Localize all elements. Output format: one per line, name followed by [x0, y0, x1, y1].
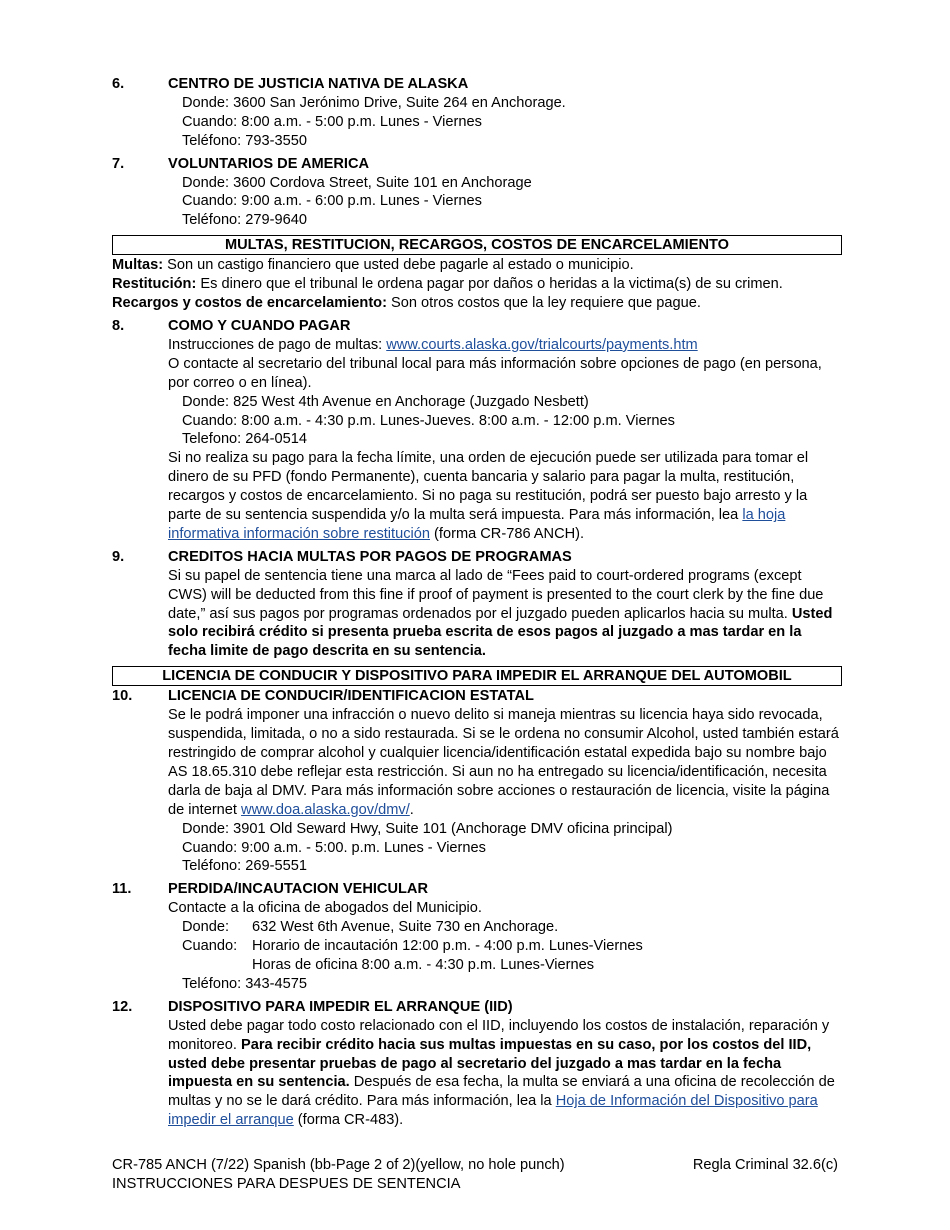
- item-location: Donde: 3600 Cordova Street, Suite 101 en Anchorage: [182, 174, 532, 191]
- definition-restitucion: Restitución: Es dinero que el tribunal le ordena pagar por daños o heridas a la victima(s) de su crimen.: [112, 276, 783, 293]
- item-title: DISPOSITIVO PARA IMPEDIR EL ARRANQUE (IID): [168, 998, 513, 1015]
- item-number: 10.: [112, 688, 133, 705]
- document-body: [112, 75, 842, 1134]
- item-location: Donde: 3901 Old Seward Hwy, Suite 101 (Anchorage DMV oficina principal): [182, 820, 673, 837]
- item-hours: Cuando: Horario de incautación 12:00 p.m. - 4:00 p.m. Lunes-Viernes Horas de oficina 8:00 a.m. - 4:30 p.m. Lunes-Viernes: [182, 938, 643, 973]
- footer-title: INSTRUCCIONES PARA DESPUES DE SENTENCIA: [112, 1176, 461, 1192]
- definition-recargos: Recargos y costos de encarcelamiento: Son otros costos que la ley requiere que pague.: [112, 295, 701, 312]
- payment-instructions: Instrucciones de pago de multas: www.courts.alaska.gov/trialcourts/payments.htm: [168, 336, 698, 353]
- item-phone: Teléfono: 269-5551: [182, 858, 307, 875]
- item-number: 12.: [112, 998, 133, 1015]
- item-8: [112, 317, 842, 544]
- item-paragraph: Si su papel de sentencia tiene una marca al lado de “Fees paid to court-ordered programs (except CWS) will be deducted from this fine if proof of payment is presented to the court clerk by the fine due date,” así sus pagos por programas ordenados por el juzgado pueden aplicarlos hacia su multa. Usted solo recibirá crédito si presenta prueba escrita de esos pagos al juzgado a mas tardar en la fecha limite de pago descrita en su sentencia.: [168, 567, 833, 660]
- item-11: [112, 880, 842, 993]
- section-heading-license: LICENCIA DE CONDUCIR Y DISPOSITIVO PARA IMPEDIR EL ARRANQUE DEL AUTOMOBIL: [112, 666, 842, 686]
- item-9: [112, 548, 842, 661]
- restitution-info-link[interactable]: la hoja informativa información sobre restitución: [168, 507, 786, 542]
- item-location: Donde: 825 West 4th Avenue en Anchorage (Juzgado Nesbett): [182, 393, 589, 410]
- definition-multas: Multas: Son un castigo financiero que usted debe pagarle al estado o municipio.: [112, 257, 634, 274]
- item-number: 8.: [112, 317, 125, 334]
- item-paragraph: Usted debe pagar todo costo relacionado con el IID, incluyendo los costos de instalación, reparación y monitoreo. Para recibir crédito hacia sus multas impuestas en su caso, por los costos del IID, usted debe presentar pruebas de pago al secretario del juzgado a mas tardar en la fecha impuesta en su sentencia. Después de esa fecha, la multa se enviará a una oficina de recolección de multas y no se le dará crédito. Para más información, lea la Hoja de Información del Dispositivo para impedir el arranque (forma CR-483).: [168, 1017, 835, 1129]
- item-number: 9.: [112, 548, 125, 565]
- item-10: [112, 687, 842, 876]
- item-title: CREDITOS HACIA MULTAS POR PAGOS DE PROGRAMAS: [168, 548, 572, 565]
- item-phone: Telefono: 264-0514: [182, 431, 307, 448]
- item-hours: Cuando: 8:00 a.m. - 4:30 p.m. Lunes-Jueves. 8:00 a.m. - 12:00 p.m. Viernes: [182, 412, 675, 429]
- item-contact: Contacte a la oficina de abogados del Municipio.: [168, 900, 482, 917]
- item-location: Donde: 3600 San Jerónimo Drive, Suite 264 en Anchorage.: [182, 94, 566, 111]
- item-hours: Cuando: 8:00 a.m. - 5:00 p.m. Lunes - Viernes: [182, 113, 482, 130]
- item-paragraph: Se le podrá imponer una infracción o nuevo delito si maneja mientras su licencia haya sido revocada, suspendida, limitada, o no a sido restaurada. Si se le ordena no consumir Alcohol, usted también estará restringido de comprar alcohol y cualquier licencia/identificación estatal expedida bajo su nombre bajo AS 18.65.310 debe reflejar esta restricción. Si aun no ha entregado su licencia/identificación, necesita darla de baja al DMV. Para más información sobre acciones o restauración de licencia, visite la página de internet www.doa.alaska.gov/dmv/.: [168, 707, 839, 818]
- item-6: [112, 75, 842, 151]
- page-footer: [112, 1156, 838, 1194]
- item-paragraph: Si no realiza su pago para la fecha límite, una orden de ejecución puede ser utilizada para tomar el dinero de su PFD (fondo Permanente), cuenta bancaria y salario para pagar la multa, restitución, recargos y costos de encarcelamiento. Si no paga su restitución, podrá ser puesto bajo arresto y la parte de su sentencia suspendida y/o la multa será impuesta. Para más información, lea la hoja informativa información sobre restitución (forma CR-786 ANCH).: [168, 450, 809, 542]
- rule-reference: Regla Criminal 32.6(c): [692, 1157, 838, 1173]
- item-7: [112, 155, 842, 231]
- item-title: VOLUNTARIOS DE AMERICA: [168, 155, 370, 172]
- item-number: 11.: [112, 881, 132, 898]
- item-title: LICENCIA DE CONDUCIR/IDENTIFICACION ESTATAL: [168, 688, 534, 705]
- item-contact: O contacte al secretario del tribunal local para más información sobre opciones de pago (en persona, por correo o en línea).: [168, 355, 822, 391]
- item-hours: Cuando: 9:00 a.m. - 5:00. p.m. Lunes - Viernes: [182, 839, 486, 856]
- form-info: CR-785 ANCH (7/22) Spanish (bb-Page 2 of 2)(yellow, no hole punch): [112, 1157, 565, 1173]
- dmv-link[interactable]: www.doa.alaska.gov/dmv/: [241, 801, 410, 818]
- payments-link[interactable]: www.courts.alaska.gov/trialcourts/payments.htm: [386, 336, 698, 353]
- item-phone: Teléfono: 343-4575: [182, 975, 307, 992]
- item-phone: Teléfono: 279-9640: [182, 212, 307, 229]
- item-12: [112, 998, 842, 1130]
- item-title: CENTRO DE JUSTICIA NATIVA DE ALASKA: [168, 76, 469, 92]
- item-phone: Teléfono: 793-3550: [182, 132, 307, 149]
- item-location: Donde: 632 West 6th Avenue, Suite 730 en Anchorage.: [182, 919, 559, 936]
- item-number: 7.: [112, 155, 125, 172]
- item-hours: Cuando: 9:00 a.m. - 6:00 p.m. Lunes - Viernes: [182, 193, 482, 210]
- item-title: COMO Y CUANDO PAGAR: [168, 317, 351, 334]
- iid-info-link[interactable]: Hoja de Información del Dispositivo para impedir el arranque: [168, 1093, 818, 1129]
- item-number: 6.: [112, 76, 125, 92]
- item-title: PERDIDA/INCAUTACION VEHICULAR: [168, 881, 428, 898]
- section-heading-fines: MULTAS, RESTITUCION, RECARGOS, COSTOS DE ENCARCELAMIENTO: [112, 235, 842, 255]
